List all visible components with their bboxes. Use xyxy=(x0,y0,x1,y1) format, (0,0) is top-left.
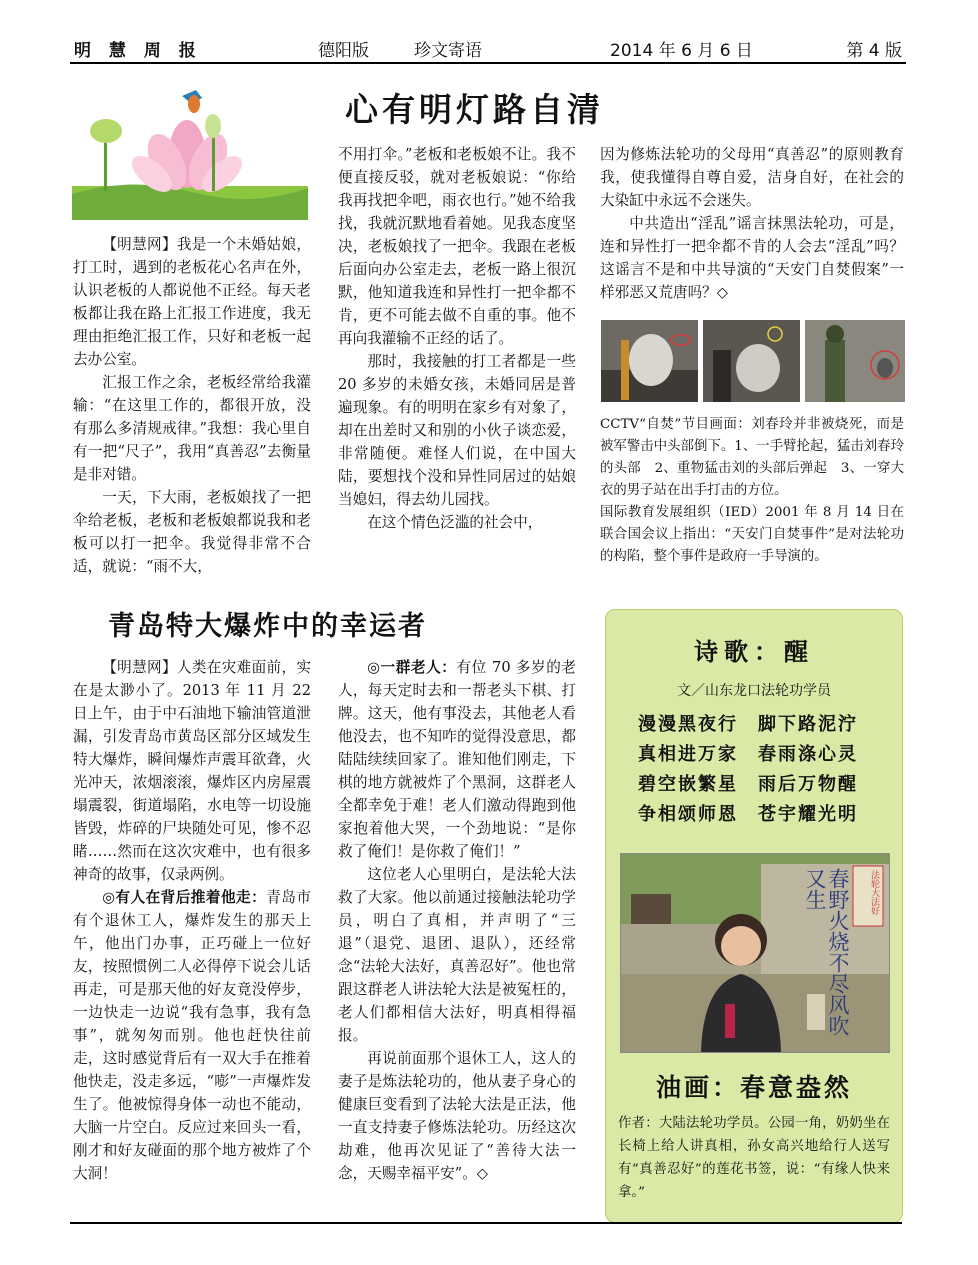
paragraph-text: 有位 70 多岁的老人，每天定时去和一帮老头下棋、打牌。这天，他有事没去，其他老人看他没去，也不知咋的觉得没意思，都陆陆续续回家了。谁知他们刚走，下棋的地方就被炸了个黑洞，这群老人全都幸免于难！老人们激动得跑到他家抱着他大哭，一个劲地说：“是你救了俺们！是你救了俺们！” xyxy=(338,659,577,860)
cctv-frame-image xyxy=(703,320,800,402)
article1-column1 xyxy=(73,233,311,578)
cctv-caption: CCTV“自焚”节目画面：刘春玲并非被烧死，而是被军警击中头部倒下。1、一手臂抡起，猛击刘春玲的头部 2、重物猛击刘的头部后弹起 3、一穿大衣的男子站在出手打击的方位。 xyxy=(600,417,904,498)
subheading: ◎一群老人： xyxy=(367,659,457,676)
article1-column2 xyxy=(338,143,576,534)
paragraph xyxy=(73,656,311,886)
cctv-frame-image xyxy=(805,320,905,402)
article1-column3 xyxy=(600,143,904,304)
paragraph-text: 青岛市有个退休工人，爆炸发生的那天上午，他出门办事，正巧碰上一位好友，按照惯例二人必得停下说会儿话再走，可是那天他的好友竟没停步，一边快走一边说“我有急事，我有急事”，就匆匆而别。他也赶快往前走，这时感觉背后有一双大手在推着他快走，没走多远，“嘭”一声爆炸发生了。他被惊得身体一动也不能动，大脑一片空白。反应过来回头一看，刚才和好友碰面的那个地方被炸了个大洞！ xyxy=(73,889,311,1182)
ied-caption: 国际教育发展组织（IED）2001 年 8 月 14 日在联合国会议上指出：“天安门自焚事件”是对法轮功的构陷，整个事件是政府一手导演的。 xyxy=(600,505,904,564)
paragraph: 那时，我接触的打工者都是一些 20 多岁的未婚女孩，未婚同居是普遍现象。有的明明在家乡有对象了，却在出差时又和别的小伙子谈恋爱，非常随便。难怪人们说，在中国大陆，要想找个没和异性同居过的姑娘当媳妇，得去幼儿园找。 xyxy=(338,353,576,508)
masthead xyxy=(70,30,906,64)
subheading: ◎有人在背后推着他走： xyxy=(102,889,267,906)
oil-painting xyxy=(620,853,890,1053)
section-label: 珍文寄语 xyxy=(414,41,482,61)
edition-label: 德阳版 xyxy=(318,41,369,61)
paragraph-text: 【明慧网】人类在灾难面前，实在是太渺小了。2013 年 11 月 22 日上午，由于中石油地下输油管道泄漏，引发青岛市黄岛区部分区域发生特大爆炸，瞬间爆炸声震耳欲聋，火光冲天，浓烟滚滚，爆炸区内房屋震塌震裂，街道塌陷，水电等一切设施皆毁，炸碎的尸块随处可见，惨不忍睹……然而在这次灾难中，也有很多神奇的故事，仅录两例。 xyxy=(73,659,311,883)
lotus-kingfisher-image xyxy=(72,76,308,220)
paragraph: 因为修炼法轮功的父母用“真善忍”的原则教育我，使我懂得自尊自爱，洁身自好，在社会的大染缸中永远不会迷失。 xyxy=(600,146,904,209)
paragraph: 中共造出“淫乱”谣言抹黑法轮功，可是，连和异性打一把伞都不肯的人会去“淫乱”吗？这谣言不是和中共导演的“天安门自焚假案”一样邪恶又荒唐吗？◇ xyxy=(600,215,904,301)
bottom-rule xyxy=(70,1222,902,1224)
cctv-frame-image xyxy=(601,320,698,402)
cctv-photo-1 xyxy=(601,320,698,402)
paragraph xyxy=(338,1047,576,1185)
poem-title: 诗歌：醒 xyxy=(694,638,814,666)
poem-line: 争相颂师恩 苍宇耀光明 xyxy=(638,804,858,825)
paragraph: 在这个情色泛滥的社会中， xyxy=(367,514,543,531)
paragraph xyxy=(338,863,576,1047)
paragraph xyxy=(73,886,311,1185)
painting-sign: 法轮大法好 xyxy=(869,870,879,915)
poem-line: 漫漫黑夜行 脚下路泥泞 xyxy=(638,714,858,735)
page-number: 第 4 版 xyxy=(846,41,902,61)
article2-title: 青岛特大爆炸中的幸运者 xyxy=(108,611,427,642)
poem-line: 真相进万家 春雨涤心灵 xyxy=(638,744,858,765)
painting-title: 油画：春意盎然 xyxy=(655,1073,852,1102)
poem-line: 碧空嵌繁星 雨后万物醒 xyxy=(638,774,858,795)
issue-date: 2014 年 6 月 6 日 xyxy=(610,41,753,61)
cctv-photo-3 xyxy=(805,320,905,402)
article2-column2 xyxy=(338,656,576,1185)
paragraph: 【明慧网】我是一个未婚姑娘，打工时，遇到的老板花心名声在外，认识老板的人都说他不正经。每天老板都让我在路上汇报工作进度，我无理由拒绝汇报工作，只好和老板一起去办公室。 xyxy=(73,236,311,368)
painting-description: 作者：大陆法轮功学员。公园一角，奶奶坐在长椅上给人讲真相，孙女高兴地给行人送写有“真善忍好”的莲花书签，说：“有缘人快来拿。” xyxy=(618,1116,890,1200)
poem-author: 文／山东龙口法轮功学员 xyxy=(677,683,831,699)
paragraph: 不用打伞。”老板和老板娘不让。我不便直接反驳，就对老板娘说：“你给我再找把伞吧，雨衣也行。”她不给我找，我就沉默地看着她。见我态度坚决，老板娘找了一把伞。我跟在老板后面向办公室走去，老板一路上很沉默，他知道我连和异性打一把伞都不肯，更不可能去做不自重的事。他不再向我灌输不正经的话了。 xyxy=(338,146,576,347)
paper-name: 明 慧 周 报 xyxy=(74,41,202,61)
paragraph-text: 这位老人心里明白，是法轮大法救了大家。他以前通过接触法轮功学员，明白了真相，并声明了“三退”（退党、退团、退队），还经常念“法轮大法好，真善忍好”。他也常跟这群老人讲法轮大法是被冤枉的，老人们都相信大法好，明真相得福报。 xyxy=(338,866,576,1044)
paragraph xyxy=(338,656,576,863)
paragraph: 汇报工作之余，老板经常给我灌输：“在这里工作的，都很开放，没有那么多清规戒律。”我想：我心里自有一把“尺子”，我用“真善忍”去衡量是非对错。 xyxy=(73,374,311,483)
painting-calligraphy: 春野火烧不尽风吹又生 xyxy=(803,868,850,1036)
paragraph: 一天，下大雨，老板娘找了一把伞给老板，老板和老板娘都说我和老板可以打一把伞。我觉得非常不合适，就说：“雨不大， xyxy=(73,489,311,575)
lotus-illustration xyxy=(72,76,308,220)
poem-sidebar xyxy=(605,609,903,1223)
article1-title: 心有明灯路自清 xyxy=(345,90,604,129)
paragraph-text: 再说前面那个退休工人，这人的妻子是炼法轮功的，他从妻子身心的健康巨变看到了法轮大法是正法，他一直支持妻子修炼法轮功。历经这次劫难，他再次见证了“善待大法一念，天赐幸福平安”。◇ xyxy=(338,1050,576,1182)
cctv-photo-2 xyxy=(703,320,800,402)
article2-column1 xyxy=(73,656,311,1185)
